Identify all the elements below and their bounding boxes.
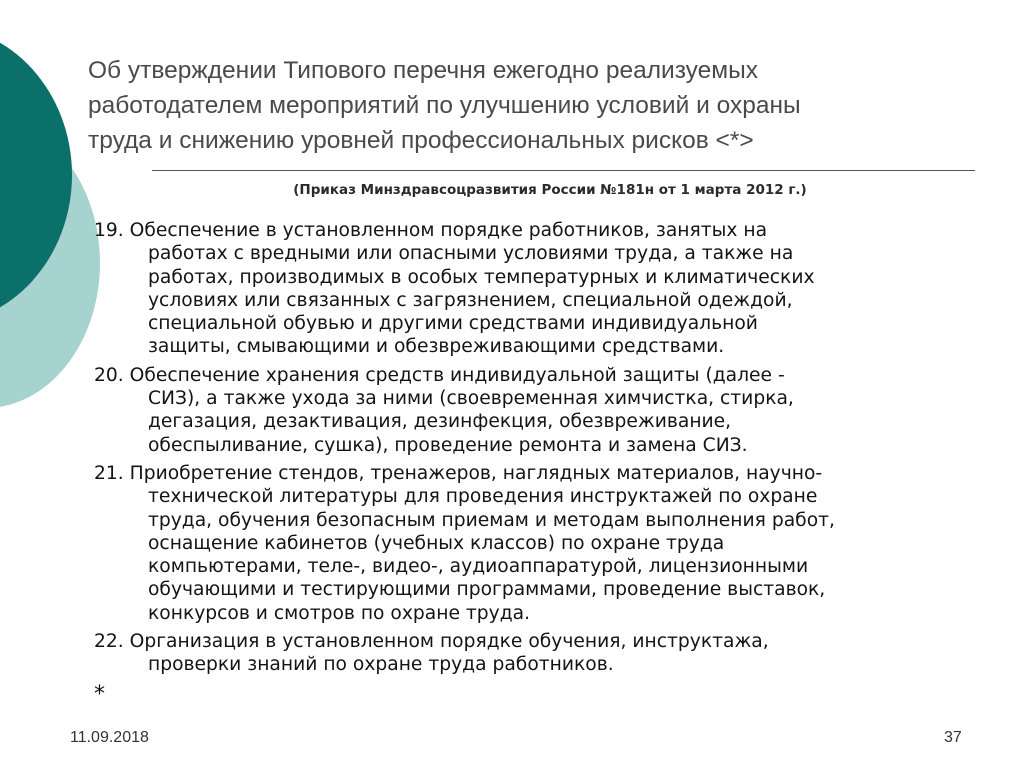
item-line: 20. Обеспечение хранения средств индивидуальной защиты (далее - xyxy=(94,364,785,386)
item-line: проверки знаний по охране труда работников. xyxy=(148,654,614,676)
list-item xyxy=(94,630,994,677)
item-line: условиях или связанных с загрязнением, специальной одеждой, xyxy=(148,289,793,311)
footnote-mark: * xyxy=(94,681,105,707)
list-item xyxy=(94,462,994,625)
source-reference: (Приказ Минздравсоцразвития России №181н от 1 марта 2012 г.) xyxy=(293,182,807,198)
item-line: компьютерами, теле-, видео-, аудиоаппаратурой, лицензионными xyxy=(148,556,809,578)
item-line: конкурсов и смотров по охране труда. xyxy=(148,602,531,624)
title-line: работодателем мероприятий по улучшению условий и охраны xyxy=(88,92,801,119)
item-line: 21. Приобретение стендов, тренажеров, наглядных материалов, научно- xyxy=(94,462,823,484)
title-divider xyxy=(152,170,975,171)
item-line: труда, обучения безопасным приемам и методам выполнения работ, xyxy=(148,509,835,531)
item-line: обучающими и тестирующими программами, проведение выставок, xyxy=(148,579,826,601)
list-item xyxy=(94,219,994,359)
item-line: работах, производимых в особых температурных и климатических xyxy=(148,266,815,288)
list-item xyxy=(94,364,994,457)
item-line: оснащение кабинетов (учебных классов) по охране труда xyxy=(148,532,725,554)
item-line: дегазация, дезактивация, дезинфекция, обезвреживание, xyxy=(148,411,732,433)
item-line: технической литературы для проведения инструктажей по охране xyxy=(148,486,818,508)
item-list xyxy=(94,219,994,708)
item-line: 19. Обеспечение в установленном порядке работников, занятых на xyxy=(94,220,768,241)
title-line: Об утверждении Типового перечня ежегодно реализуемых xyxy=(88,57,758,84)
item-line: обеспыливание, сушка), проведение ремонта и замена СИЗ. xyxy=(148,434,748,456)
slide-number: 37 xyxy=(944,729,962,746)
title-line: труда и снижению уровней профессиональных рисков <*> xyxy=(88,127,754,154)
slide-title xyxy=(88,53,988,158)
item-line: защиты, смывающими и обезвреживающими средствами. xyxy=(148,336,725,358)
item-line: работах с вредными или опасными условиями труда, а также на xyxy=(148,243,794,265)
item-line: 22. Организация в установленном порядке обучения, инструктажа, xyxy=(94,631,769,653)
item-line: специальной обувью и другими средствами индивидуальной xyxy=(148,313,758,335)
item-line: СИЗ), а также ухода за ними (своевременная химчистка, стирка, xyxy=(148,388,794,410)
slide-date: 11.09.2018 xyxy=(70,729,149,746)
